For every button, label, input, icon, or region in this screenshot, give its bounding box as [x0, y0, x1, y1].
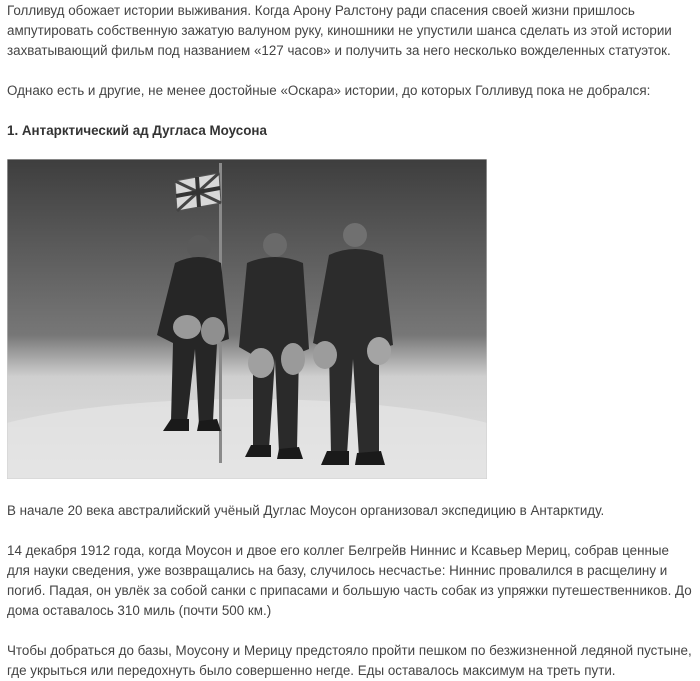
expedition-photo [7, 159, 487, 479]
body-paragraph-2: 14 декабря 1912 года, когда Моусон и двое его коллег Белгрейв Ниннис и Ксавьер Мериц, собрав ценные для науки сведения, уже возвращались на базу, случилось несчастье: Ниннис провалился в расщелину и погиб. Падая, он увлёк за собой санки с припасами и большую часть собак из упряжки путешественников. До дома оставалось 310 миль (почти 500 км.) [7, 543, 692, 618]
intro-paragraph: Голливуд обожает истории выживания. Когда Арону Ралстону ради спасения своей жизни пришлось ампутировать собственную зажатую валуном руку, киношники не упустили шанса сделать из этой истории захватывающий фильм под названием «127 часов» и получить за него несколько вожделенных статуэток. [7, 3, 672, 58]
article-body [0, 1, 700, 681]
photo-illustration-icon [7, 159, 487, 479]
body-paragraph-3: Чтобы добраться до базы, Моусону и Мерицу предстояло пройти пешком по безжизненной ледяной пустыне, где укрыться или передохнуть было совершенно негде. Еды оставалось максимум на треть пути. [7, 643, 692, 678]
section-heading: 1. Антарктический ад Дугласа Моусона [7, 123, 267, 138]
body-paragraph-1: В начале 20 века австралийский учёный Дуглас Моусон организовал экспедицию в Антарктиду. [7, 503, 605, 518]
lead-paragraph: Однако есть и другие, не менее достойные «Оскара» истории, до которых Голливуд пока не добрался: [7, 83, 651, 98]
